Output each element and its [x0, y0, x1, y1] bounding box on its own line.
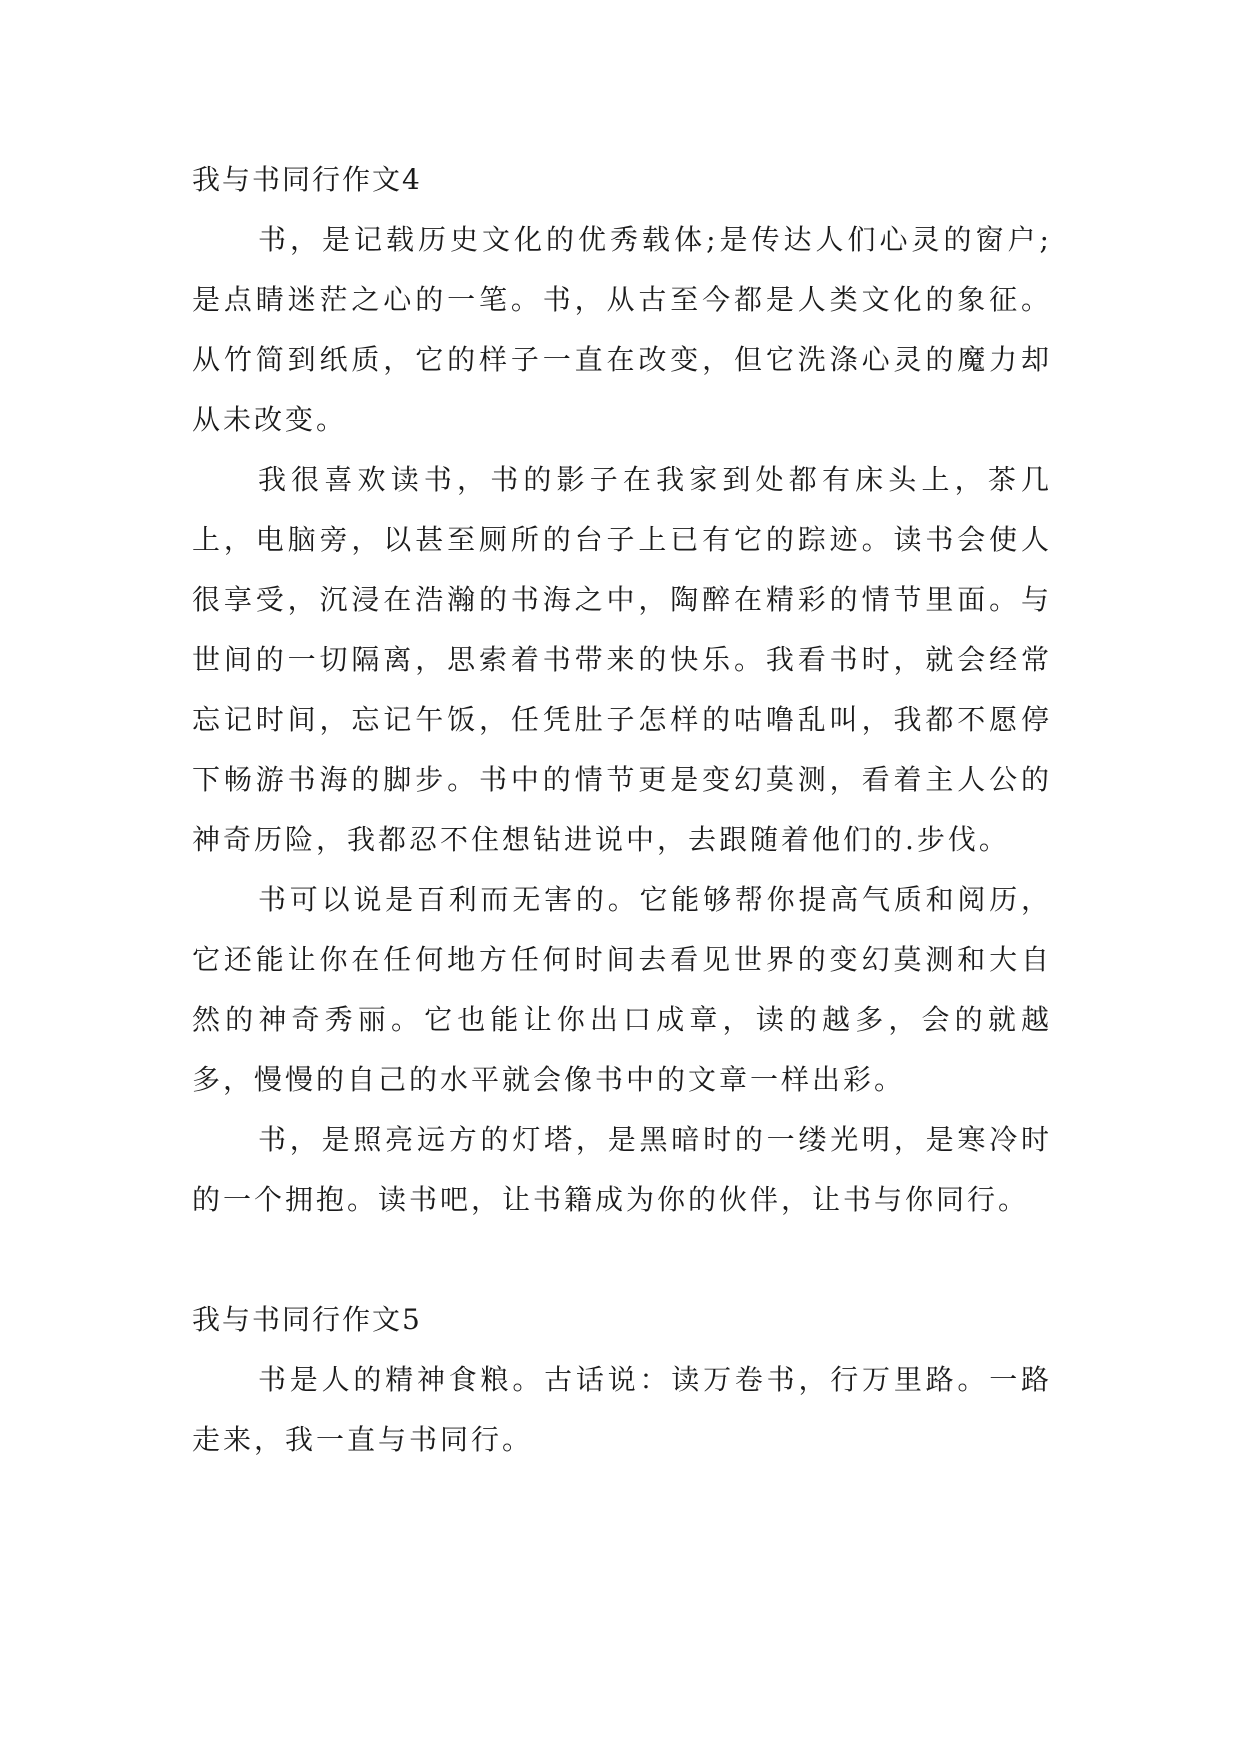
essay-4-paragraph-3: 书可以说是百利而无害的。它能够帮你提高气质和阅历，它还能让你在任何地方任何时间去看见世界的变幻莫测和大自然的神奇秀丽。它也能让你出口成章，读的越多，会的就越多，慢慢的自己的水平就会像书中的文章一样出彩。 — [192, 883, 1052, 1096]
essay-5-title: 我与书同行作文5 — [192, 1303, 422, 1336]
document-body — [192, 150, 1052, 1470]
essay-4-paragraph-1: 书，是记载历史文化的优秀载体;是传达人们心灵的窗户;是点睛迷茫之心的一笔。书，从古至今都是人类文化的象征。从竹简到纸质，它的样子一直在改变，但它洗涤心灵的魔力却从未改变。 — [192, 223, 1052, 436]
essay-5-paragraph-1: 书是人的精神食粮。古话说：读万卷书，行万里路。一路走来，我一直与书同行。 — [192, 1363, 1052, 1456]
essay-4-paragraph-4: 书，是照亮远方的灯塔，是黑暗时的一缕光明，是寒冷时的一个拥抱。读书吧，让书籍成为你的伙伴，让书与你同行。 — [192, 1123, 1052, 1216]
section-gap — [192, 1230, 1052, 1290]
essay-4-paragraph-2: 我很喜欢读书，书的影子在我家到处都有床头上，茶几上，电脑旁，以甚至厕所的台子上已有它的踪迹。读书会使人很享受，沉浸在浩瀚的书海之中，陶醉在精彩的情节里面。与世间的一切隔离，思索着书带来的快乐。我看书时，就会经常忘记时间，忘记午饭，任凭肚子怎样的咕噜乱叫，我都不愿停下畅游书海的脚步。书中的情节更是变幻莫测，看着主人公的神奇历险，我都忍不住想钻进说中，去跟随着他们的.步伐。 — [192, 463, 1052, 856]
essay-4-title: 我与书同行作文4 — [192, 163, 422, 196]
